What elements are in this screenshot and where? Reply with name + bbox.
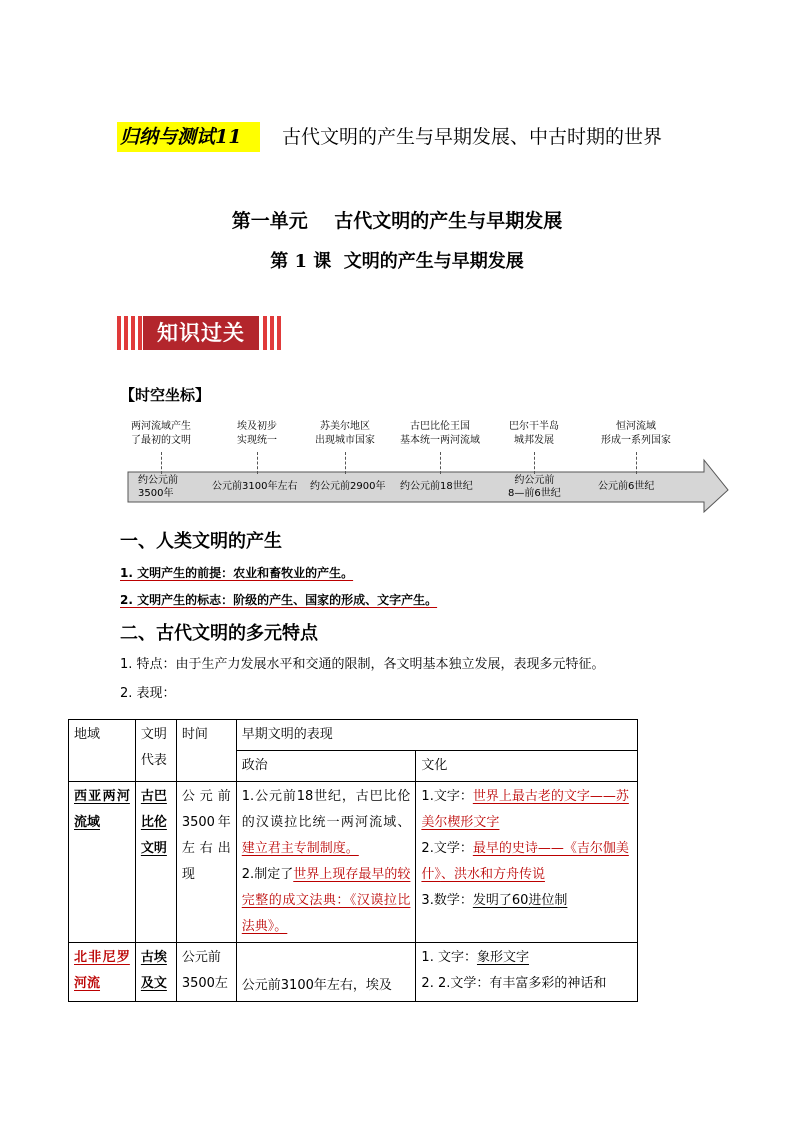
- timeline-event-label: 埃及初步 实现统一: [237, 421, 277, 446]
- table-header-cell: 文化: [416, 751, 638, 782]
- table-header-cell: 文明代表: [135, 720, 176, 782]
- table-cell-time: 公元前3500左: [176, 943, 236, 1002]
- header-title: 古代文明的产生与早期发展、中古时期的世界: [282, 126, 663, 148]
- table-row: [69, 943, 638, 1002]
- civilization-table: [68, 719, 638, 1002]
- header-tag: 归纳与测试11: [117, 122, 260, 152]
- timeline-event-label: 两河流域产生 了最初的文明: [131, 421, 191, 446]
- knowledge-banner: [117, 316, 283, 350]
- table-cell-politics: 1.公元前18世纪，古巴比伦的汉谟拉比统一两河流域、建立君主专制制度。 2.制定了世界上现存最早的较完整的成文法典：《汉谟拉比法典》。: [236, 782, 416, 943]
- timeline: [126, 420, 730, 514]
- table-cell-time: 公元前3500年左右出现: [176, 782, 236, 943]
- table-header-cell: 时间: [176, 720, 236, 782]
- table-header-cell: 早期文明的表现: [236, 720, 637, 751]
- table-cell-culture: 1. 文字：象形文字 2. 2.文学：有丰富多彩的神话和: [416, 943, 638, 1002]
- section-label: 【时空坐标】: [120, 386, 211, 404]
- timeline-tick: [345, 452, 346, 474]
- table-header-cell: 政治: [236, 751, 416, 782]
- section1-item: 1. 文明产生的前提：农业和畜牧业的产生。: [120, 566, 354, 580]
- timeline-date: 约公元前18世纪: [400, 481, 473, 492]
- section1-heading: 一、人类文明的产生: [120, 531, 282, 552]
- timeline-date: 公元前6世纪: [598, 481, 655, 492]
- table-cell-civ: 古埃及文: [135, 943, 176, 1002]
- unit-title: 第一单元 古代文明的产生与早期发展: [231, 210, 563, 232]
- section2-feature: 1. 特点：由于生产力发展水平和交通的限制，各文明基本独立发展，表现多元特征。: [120, 657, 605, 672]
- timeline-event-label: 苏美尔地区 出现城市国家: [315, 421, 375, 446]
- timeline-tick: [440, 452, 441, 474]
- table-header-row: [69, 720, 638, 751]
- table-cell-culture: 1.文字：世界上最古老的文字——苏美尔楔形文字 2.文学：最早的史诗——《吉尔伽美什》、洪水和方舟传说 3.数学：发明了60进位制: [416, 782, 638, 943]
- section1-item: 2. 文明产生的标志：阶级的产生、国家的形成、文字产生。: [120, 593, 438, 607]
- timeline-tick: [257, 452, 258, 474]
- lesson-title: 第 1 课 文明的产生与早期发展: [270, 251, 524, 272]
- timeline-tick: [161, 452, 162, 474]
- timeline-event-label: 巴尔干半岛 城邦发展: [509, 421, 559, 446]
- banner-label: 知识过关: [143, 316, 259, 350]
- section2-performance: 2. 表现：: [120, 686, 176, 701]
- timeline-date: 公元前3100年左右: [212, 481, 298, 492]
- section2-heading: 二、古代文明的多元特点: [120, 623, 318, 644]
- table-row: [69, 782, 638, 943]
- table-header-cell: 地域: [69, 720, 136, 782]
- table-cell-region: 西亚两河流域: [69, 782, 136, 943]
- timeline-date: 约公元前 3500年: [138, 475, 178, 499]
- timeline-date: 约公元前 8—前6世纪: [508, 475, 561, 499]
- table-cell-politics: 公元前3100年左右，埃及: [236, 943, 416, 1002]
- timeline-date: 约公元前2900年: [310, 481, 386, 492]
- table-cell-civ: 古巴比伦文明: [135, 782, 176, 943]
- timeline-event-label: 恒河流域 形成一系列国家: [601, 421, 671, 446]
- table-cell-region: 北非尼罗河流: [69, 943, 136, 1002]
- timeline-tick: [636, 452, 637, 474]
- timeline-event-label: 古巴比伦王国 基本统一两河流域: [400, 421, 480, 446]
- timeline-tick: [534, 452, 535, 474]
